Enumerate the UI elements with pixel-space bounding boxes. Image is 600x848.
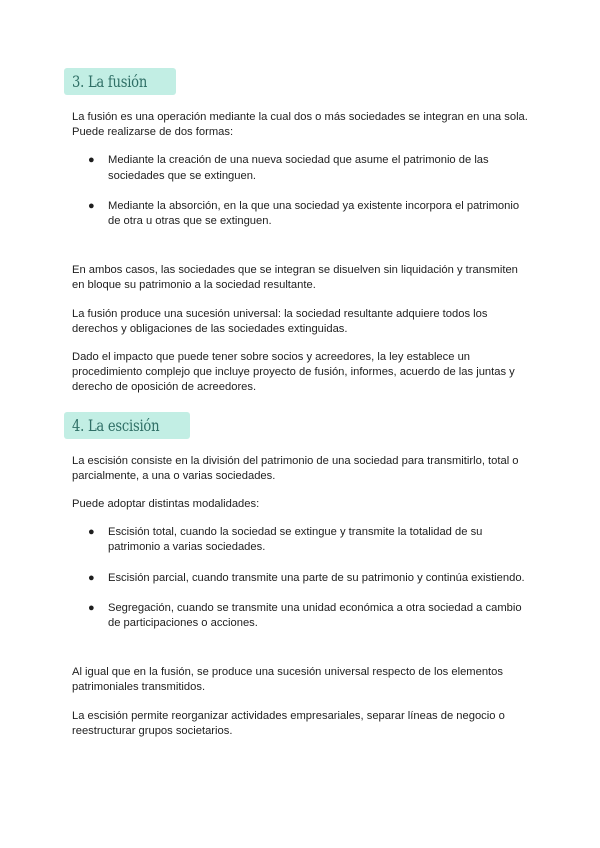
list-item	[72, 571, 532, 586]
list-item	[72, 199, 532, 229]
heading-text: 4. La escisión	[72, 415, 160, 435]
list-item	[72, 153, 532, 183]
page-content	[72, 66, 532, 739]
list-item-text: Mediante la creación de una nueva sociedad que asume el patrimonio de las sociedades que se extinguen.	[108, 154, 489, 182]
fusion-intro-paragraph: La fusión es una operación mediante la cual dos o más sociedades se integran en una sola. Puede realizarse de dos formas:	[72, 111, 528, 139]
fusion-forms-list	[72, 153, 532, 229]
bullet-icon: ●	[88, 154, 95, 167]
list-item-text: Escisión total, cuando la sociedad se extingue y transmite la totalidad de su patrimonio a varias sociedades.	[108, 526, 483, 554]
bullet-icon: ●	[88, 526, 95, 539]
section-heading-escision	[72, 410, 184, 441]
list-item-text: Segregación, cuando se transmite una unidad económica a otra sociedad a cambio de participaciones o acciones.	[108, 601, 522, 630]
escision-paragraph: La escisión permite reorganizar actividades empresariales, separar líneas de negocio o reestructurar grupos societarios.	[72, 709, 505, 737]
escision-modalities-intro: Puede adoptar distintas modalidades:	[72, 498, 260, 511]
bullet-icon: ●	[88, 199, 95, 212]
list-item	[72, 601, 532, 631]
bullet-icon: ●	[88, 571, 95, 584]
list-item-text: Mediante la absorción, en la que una sociedad ya existente incorpora el patrimonio de otra u otras que se extinguen.	[108, 199, 520, 228]
list-item-text: Escisión parcial, cuando transmite una parte de su patrimonio y continúa existiendo.	[108, 571, 525, 584]
list-item	[72, 525, 532, 555]
fusion-paragraph: En ambos casos, las sociedades que se integran se disuelven sin liquidación y transmiten en bloque su patrimonio a la sociedad resultante.	[72, 264, 518, 292]
bullet-icon: ●	[88, 601, 95, 614]
heading-text: 3. La fusión	[72, 72, 148, 91]
escision-modalities-list	[72, 525, 532, 631]
section-heading-fusion	[72, 66, 170, 97]
fusion-paragraph: La fusión produce una sucesión universal: la sociedad resultante adquiere todos los derechos y obligaciones de las sociedades extinguidas.	[72, 307, 488, 335]
fusion-paragraph: Dado el impacto que puede tener sobre socios y acreedores, la ley establece un procedimiento complejo que incluye proyecto de fusión, informes, acuerdo de las juntas y derecho de oposición de acreedores.	[72, 351, 515, 394]
escision-paragraph: Al igual que en la fusión, se produce una sucesión universal respecto de los elementos patrimoniales transmitidos.	[72, 666, 503, 694]
escision-intro-paragraph: La escisión consiste en la división del patrimonio de una sociedad para transmitirlo, total o parcialmente, a una o varias sociedades.	[72, 454, 519, 482]
